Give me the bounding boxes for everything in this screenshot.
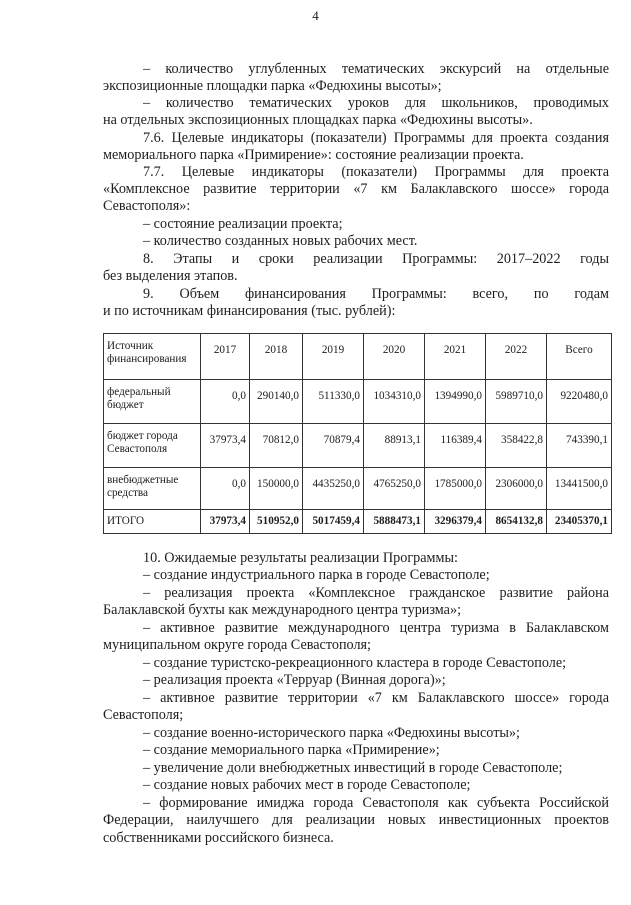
table-cell: 70812,0 [250,424,303,468]
text-line: 8. Этапы и сроки реализации Программы: 2017–2022 годы [143,251,609,267]
table-cell: 290140,0 [250,380,303,424]
table-cell: 70879,4 [303,424,364,468]
table-cell-source: бюджет города Севастополя [104,424,201,468]
text-line: Севастополя»: [103,198,191,214]
text-line: «Комплексное развитие территории «7 км Балаклавского шоссе» города [103,181,609,197]
table-cell: 1034310,0 [364,380,425,424]
table-row [104,468,612,510]
table-header-cell: 2021 [425,334,486,380]
text-line: – количество углубленных тематических экскурсий на отдельные [143,61,609,77]
table-cell: 37973,4 [201,424,250,468]
text-line: – количество созданных новых рабочих мест. [143,233,418,249]
text-line: 7.7. Целевые индикаторы (показатели) Программы для проекта [143,164,609,180]
table-cell: 743390,1 [547,424,612,468]
table-header-cell: 2020 [364,334,425,380]
text-line: – создание туристско-рекреационного кластера в городе Севастополе; [143,655,567,671]
financing-table [103,333,612,534]
text-line: без выделения этапов. [103,268,238,284]
table-total-row [104,510,612,534]
table-row [104,380,612,424]
table-cell-source: ИТОГО [104,510,201,534]
table-cell: 5017459,4 [303,510,364,534]
table-cell: 9220480,0 [547,380,612,424]
text-line: собственниками российского бизнеса. [103,830,334,846]
table-cell: 116389,4 [425,424,486,468]
table-cell: 358422,8 [486,424,547,468]
text-line: 9. Объем финансирования Программы: всего, по годам [143,286,609,302]
table-cell: 4765250,0 [364,468,425,510]
table-row [104,424,612,468]
table-cell: 8654132,8 [486,510,547,534]
table-cell: 13441500,0 [547,468,612,510]
table-cell: 2306000,0 [486,468,547,510]
text-line: 7.6. Целевые индикаторы (показатели) Программы для проекта создания [143,130,609,146]
text-line: – создание новых рабочих мест в городе Севастополе; [143,777,471,793]
table-cell: 5989710,0 [486,380,547,424]
text-line: – реализация проекта «Комплексное гражданское развитие района [143,585,609,601]
text-line: Севастополя; [103,707,184,723]
table-cell: 0,0 [201,380,250,424]
text-line: и по источникам финансирования (тыс. рублей): [103,303,396,319]
text-line: Федерации, наилучшего для реализации новых инвестиционных проектов [103,812,609,828]
table-cell: 3296379,4 [425,510,486,534]
text-line: Балаклавской бухты как международного центра туризма»; [103,602,462,618]
table-header-cell: 2022 [486,334,547,380]
text-line: – количество тематических уроков для школьников, проводимых [143,95,609,111]
table-cell: 0,0 [201,468,250,510]
table-cell-source: внебюджетные средства [104,468,201,510]
table-cell: 37973,4 [201,510,250,534]
table-cell: 1394990,0 [425,380,486,424]
text-line: – реализация проекта «Терруар (Винная дорога)»; [143,672,446,688]
text-line: муниципальном округе города Севастополя; [103,637,372,653]
text-line: – активное развитие международного центра туризма в Балаклавском [143,620,609,636]
results-heading: 10. Ожидаемые результаты реализации Программы: [143,550,458,566]
text-line: на отдельных экспозиционных площадках парка «Федюхины высоты». [103,112,533,128]
table-header-cell: Всего [547,334,612,380]
table-header-cell: Источник финансирования [104,334,201,380]
text-line: – увеличение доли внебюджетных инвестиций в городе Севастополе; [143,760,563,776]
table-cell-source: федеральный бюджет [104,380,201,424]
text-line: – создание военно-исторического парка «Федюхины высоты»; [143,725,520,741]
table-header-cell: 2017 [201,334,250,380]
table-cell: 4435250,0 [303,468,364,510]
table-cell: 1785000,0 [425,468,486,510]
table-cell: 150000,0 [250,468,303,510]
text-line: – создание индустриального парка в городе Севастополе; [143,567,490,583]
text-line: экспозиционные площадки парка «Федюхины высоты»; [103,78,442,94]
text-line: – активное развитие территории «7 км Балаклавского шоссе» города [143,690,609,706]
table-header-cell: 2019 [303,334,364,380]
text-line: – формирование имиджа города Севастополя как субъекта Российской [143,795,609,811]
table-cell: 23405370,1 [547,510,612,534]
text-line: – состояние реализации проекта; [143,216,343,232]
table-cell: 5888473,1 [364,510,425,534]
table-cell: 511330,0 [303,380,364,424]
table-cell: 88913,1 [364,424,425,468]
text-line: мемориального парка «Примирение»: состояние реализации проекта. [103,147,524,163]
table-header-cell: 2018 [250,334,303,380]
table-header-row [104,334,612,380]
table-cell: 510952,0 [250,510,303,534]
page-number: 4 [312,8,319,23]
text-line: – создание мемориального парка «Примирение»; [143,742,440,758]
